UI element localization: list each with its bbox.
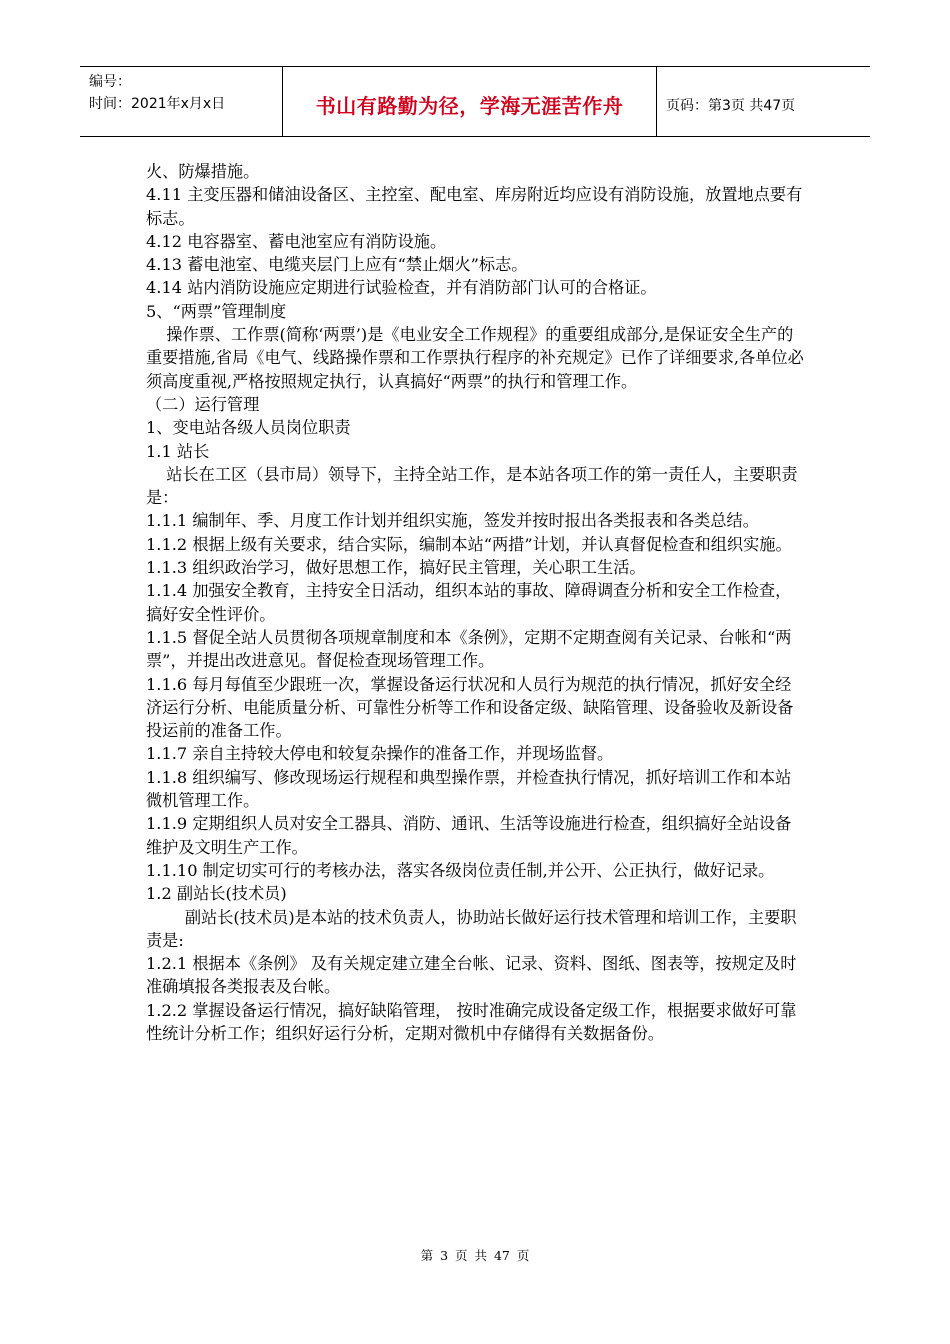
header-motto-cell xyxy=(283,67,657,136)
header-motto: 书山有路勤为径，学海无涯苦作舟 xyxy=(315,94,624,118)
body-paragraph: 火、防爆措施。 xyxy=(146,162,260,181)
body-paragraph: （二）运行管理 xyxy=(146,394,260,414)
body-paragraph: 1、变电站各级人员岗位职责 xyxy=(146,418,351,438)
body-paragraph: 副站长(技术员)是本站的技术负责人，协助站长做好运行技术管理和培训工作，主要职责是: xyxy=(146,907,797,950)
body-paragraph: 1.1.1 编制年、季、月度工作计划并组织实施，签发并按时报出各类报表和各类总结。 xyxy=(146,511,759,531)
document-body xyxy=(146,160,806,1045)
page-footer: 第 3 页 共 47 页 xyxy=(420,1248,530,1263)
page-header xyxy=(80,66,870,137)
body-paragraph: 1.1.5 督促全站人员贯彻各项规章制度和本《条例》，定期不定期查阅有关记录、台帐和“两票”，并提出改进意见。督促检查现场管理工作。 xyxy=(146,627,792,671)
body-paragraph: 1.2 副站长(技术员) xyxy=(146,884,287,904)
document-date-label: 时间：2021年x月x日 xyxy=(89,96,226,112)
body-paragraph: 操作票、工作票(简称‘两票’)是《电业安全工作规程》的重要组成部分,是保证安全生产的重要措施,省局《电气、线路操作票和工作票执行程序的补充规定》已作了详细要求,各单位必须高度重视,严格按照规定执行，认真搞好“两票”的执行和管理工作。 xyxy=(146,325,804,391)
header-page-number: 页码：第3页 共47页 xyxy=(666,97,796,114)
body-paragraph: 1.1 站长 xyxy=(146,441,210,461)
body-paragraph: 1.1.7 亲自主持较大停电和较复杂操作的准备工作，并现场监督。 xyxy=(146,744,614,764)
body-paragraph: 1.1.10 制定切实可行的考核办法，落实各级岗位责任制,并公开、公正执行，做好记录。 xyxy=(146,860,775,880)
body-paragraph: 4.12 电容器室、蓄电池室应有消防设施。 xyxy=(146,231,447,251)
body-paragraph: 5、“两票”管理制度 xyxy=(146,301,287,321)
body-paragraph: 1.1.6 每月每值至少跟班一次，掌握设备运行状况和人员行为规范的执行情况，抓好安全经济运行分析、电能质量分析、可靠性分析等工作和设备定级、缺陷管理、设备验收及新设备投运前的准备工作。 xyxy=(146,674,794,741)
document-number-label: 编号： xyxy=(89,74,131,90)
body-paragraph: 4.14 站内消防设施应定期进行试验检查，并有消防部门认可的合格证。 xyxy=(146,278,657,298)
body-paragraph: 1.2.1 根据本《条例》 及有关规定建立建全台帐、记录、资料、图纸、图表等，按规定及时准确填报各类报表及台帐。 xyxy=(146,954,797,997)
body-paragraph: 1.1.9 定期组织人员对安全工器具、消防、通讯、生活等设施进行检查，组织搞好全站设备维护及文明生产工作。 xyxy=(146,814,792,857)
body-paragraph: 1.1.4 加强安全教育，主持安全日活动，组织本站的事故、障碍调查分析和安全工作检查，搞好安全性评价。 xyxy=(146,581,792,624)
body-paragraph: 站长在工区（县市局）领导下，主持全站工作，是本站各项工作的第一责任人，主要职责是： xyxy=(146,464,798,508)
body-paragraph: 4.13 蓄电池室、电缆夹层门上应有“禁止烟火”标志。 xyxy=(146,255,528,275)
body-paragraph: 1.1.3 组织政治学习，做好思想工作，搞好民主管理，关心职工生活。 xyxy=(146,558,646,578)
body-paragraph: 1.1.2 根据上级有关要求，结合实际，编制本站“两措”计划，并认真督促检查和组织实施。 xyxy=(146,534,792,554)
header-meta xyxy=(80,67,283,136)
body-paragraph: 1.2.2 掌握设备运行情况，搞好缺陷管理， 按时准确完成设备定级工作，根据要求做好可靠性统计分析工作；组织好运行分析，定期对微机中存储得有关数据备份。 xyxy=(146,1000,797,1043)
body-paragraph: 4.11 主变压器和储油设备区、主控室、配电室、库房附近均应设有消防设施，放置地点要有标志。 xyxy=(146,185,803,228)
body-paragraph: 1.1.8 组织编写、修改现场运行规程和典型操作票，并检查执行情况，抓好培训工作和本站微机管理工作。 xyxy=(146,767,792,811)
